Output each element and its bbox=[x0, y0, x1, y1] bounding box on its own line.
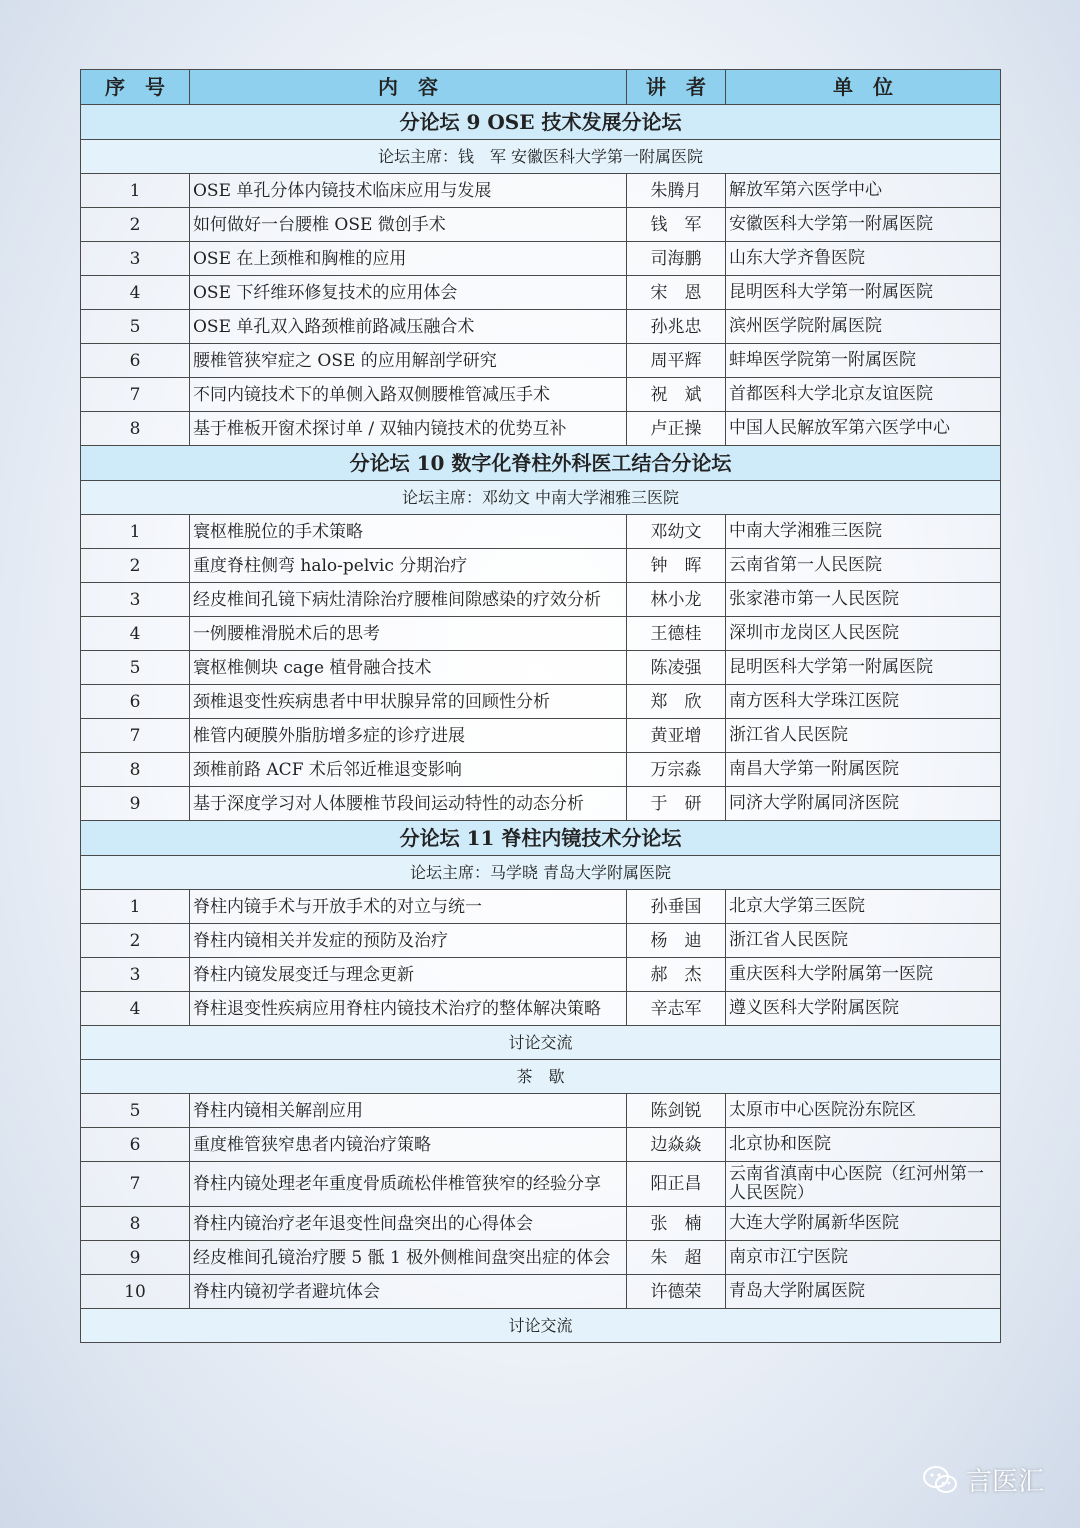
speaker-name: 辛志军 bbox=[627, 992, 726, 1026]
speaker-unit: 南昌大学第一附属医院 bbox=[726, 753, 1001, 787]
table-row bbox=[81, 276, 1001, 310]
forum-title-row bbox=[81, 105, 1001, 140]
talk-title: OSE 单孔双入路颈椎前路减压融合术 bbox=[190, 310, 627, 344]
row-number: 5 bbox=[81, 1094, 190, 1128]
watermark bbox=[922, 1461, 1044, 1498]
talk-title: 基于椎板开窗术探讨单 / 双轴内镜技术的优势互补 bbox=[190, 412, 627, 446]
table-row bbox=[81, 617, 1001, 651]
discussion-label: 讨论交流 bbox=[81, 1026, 1001, 1060]
talk-title: 重度脊柱侧弯 halo-pelvic 分期治疗 bbox=[190, 549, 627, 583]
talk-title: 一例腰椎滑脱术后的思考 bbox=[190, 617, 627, 651]
table-row bbox=[81, 924, 1001, 958]
table-row bbox=[81, 515, 1001, 549]
forum-title-row bbox=[81, 821, 1001, 856]
speaker-unit: 山东大学齐鲁医院 bbox=[726, 242, 1001, 276]
speaker-name: 郑 欣 bbox=[627, 685, 726, 719]
row-number: 7 bbox=[81, 1162, 190, 1207]
row-number: 7 bbox=[81, 719, 190, 753]
speaker-name: 卢正操 bbox=[627, 412, 726, 446]
table-row bbox=[81, 685, 1001, 719]
speaker-name: 黄亚增 bbox=[627, 719, 726, 753]
table-row bbox=[81, 549, 1001, 583]
table-row bbox=[81, 1162, 1001, 1207]
speaker-name: 宋 恩 bbox=[627, 276, 726, 310]
watermark-text: 言医汇 bbox=[965, 1467, 1044, 1497]
forum-chair-row bbox=[81, 481, 1001, 515]
row-number: 4 bbox=[81, 617, 190, 651]
speaker-name: 于 研 bbox=[627, 787, 726, 821]
row-number: 8 bbox=[81, 1207, 190, 1241]
row-number: 6 bbox=[81, 1128, 190, 1162]
speaker-name: 王德桂 bbox=[627, 617, 726, 651]
speaker-name: 边焱焱 bbox=[627, 1128, 726, 1162]
wechat-icon bbox=[922, 1464, 958, 1496]
talk-title: 颈椎前路 ACF 术后邻近椎退变影响 bbox=[190, 753, 627, 787]
speaker-name: 钱 军 bbox=[627, 208, 726, 242]
row-number: 2 bbox=[81, 924, 190, 958]
speaker-unit: 中南大学湘雅三医院 bbox=[726, 515, 1001, 549]
speaker-name: 许德荣 bbox=[627, 1275, 726, 1309]
talk-title: 脊柱内镜处理老年重度骨质疏松伴椎管狭窄的经验分享 bbox=[190, 1162, 627, 1207]
table-row bbox=[81, 958, 1001, 992]
talk-title: OSE 在上颈椎和胸椎的应用 bbox=[190, 242, 627, 276]
speaker-unit: 同济大学附属同济医院 bbox=[726, 787, 1001, 821]
speaker-unit: 安徽医科大学第一附属医院 bbox=[726, 208, 1001, 242]
header-no: 序 号 bbox=[81, 70, 190, 105]
header-unit: 单 位 bbox=[726, 70, 1001, 105]
talk-title: 脊柱内镜治疗老年退变性间盘突出的心得体会 bbox=[190, 1207, 627, 1241]
table-row bbox=[81, 242, 1001, 276]
talk-title: 经皮椎间孔镜治疗腰 5 骶 1 极外侧椎间盘突出症的体会 bbox=[190, 1241, 627, 1275]
talk-title: 寰枢椎脱位的手术策略 bbox=[190, 515, 627, 549]
speaker-name: 孙兆忠 bbox=[627, 310, 726, 344]
tea-break-label: 茶 歇 bbox=[81, 1060, 1001, 1094]
talk-title: 脊柱内镜相关并发症的预防及治疗 bbox=[190, 924, 627, 958]
table-row bbox=[81, 719, 1001, 753]
row-number: 1 bbox=[81, 890, 190, 924]
row-number: 6 bbox=[81, 685, 190, 719]
speaker-name: 钟 晖 bbox=[627, 549, 726, 583]
table-header bbox=[81, 70, 1001, 105]
table-row bbox=[81, 174, 1001, 208]
speaker-name: 阳正昌 bbox=[627, 1162, 726, 1207]
forum-chair-row bbox=[81, 140, 1001, 174]
table-row bbox=[81, 1241, 1001, 1275]
table-row bbox=[81, 412, 1001, 446]
speaker-name: 杨 迪 bbox=[627, 924, 726, 958]
speaker-name: 陈剑锐 bbox=[627, 1094, 726, 1128]
table-row bbox=[81, 753, 1001, 787]
speaker-name: 朱 超 bbox=[627, 1241, 726, 1275]
row-number: 5 bbox=[81, 651, 190, 685]
speaker-name: 司海鹏 bbox=[627, 242, 726, 276]
row-number: 3 bbox=[81, 958, 190, 992]
speaker-name: 邓幼文 bbox=[627, 515, 726, 549]
talk-title: 椎管内硬膜外脂肪增多症的诊疗进展 bbox=[190, 719, 627, 753]
speaker-name: 陈凌强 bbox=[627, 651, 726, 685]
speaker-name: 祝 斌 bbox=[627, 378, 726, 412]
talk-title: 经皮椎间孔镜下病灶清除治疗腰椎间隙感染的疗效分析 bbox=[190, 583, 627, 617]
table-row bbox=[81, 583, 1001, 617]
row-number: 2 bbox=[81, 208, 190, 242]
row-number: 10 bbox=[81, 1275, 190, 1309]
table-row bbox=[81, 310, 1001, 344]
speaker-unit: 重庆医科大学附属第一医院 bbox=[726, 958, 1001, 992]
speaker-name: 郝 杰 bbox=[627, 958, 726, 992]
row-number: 4 bbox=[81, 276, 190, 310]
speaker-name: 张 楠 bbox=[627, 1207, 726, 1241]
discussion-label-row bbox=[81, 1309, 1001, 1343]
table-row bbox=[81, 1275, 1001, 1309]
speaker-unit: 青岛大学附属医院 bbox=[726, 1275, 1001, 1309]
table-row bbox=[81, 1128, 1001, 1162]
talk-title: 颈椎退变性疾病患者中甲状腺异常的回顾性分析 bbox=[190, 685, 627, 719]
speaker-unit: 南京市江宁医院 bbox=[726, 1241, 1001, 1275]
forum-chair: 论坛主席：马学晓 青岛大学附属医院 bbox=[81, 856, 1001, 890]
speaker-unit: 南方医科大学珠江医院 bbox=[726, 685, 1001, 719]
speaker-unit: 遵义医科大学附属医院 bbox=[726, 992, 1001, 1026]
row-number: 1 bbox=[81, 515, 190, 549]
speaker-name: 万宗淼 bbox=[627, 753, 726, 787]
header-speaker: 讲 者 bbox=[627, 70, 726, 105]
talk-title: 基于深度学习对人体腰椎节段间运动特性的动态分析 bbox=[190, 787, 627, 821]
row-number: 4 bbox=[81, 992, 190, 1026]
table-row bbox=[81, 1207, 1001, 1241]
speaker-unit: 昆明医科大学第一附属医院 bbox=[726, 651, 1001, 685]
speaker-unit: 浙江省人民医院 bbox=[726, 719, 1001, 753]
speaker-unit: 中国人民解放军第六医学中心 bbox=[726, 412, 1001, 446]
table-row bbox=[81, 378, 1001, 412]
discussion-label: 讨论交流 bbox=[81, 1309, 1001, 1343]
table-row bbox=[81, 651, 1001, 685]
speaker-unit: 浙江省人民医院 bbox=[726, 924, 1001, 958]
speaker-unit: 大连大学附属新华医院 bbox=[726, 1207, 1001, 1241]
talk-title: 如何做好一台腰椎 OSE 微创手术 bbox=[190, 208, 627, 242]
table-row bbox=[81, 992, 1001, 1026]
table-row bbox=[81, 787, 1001, 821]
forum-title: 分论坛 11 脊柱内镜技术分论坛 bbox=[81, 821, 1001, 856]
schedule-table bbox=[80, 69, 1001, 1343]
forum-chair: 论坛主席：钱 军 安徽医科大学第一附属医院 bbox=[81, 140, 1001, 174]
talk-title: 脊柱退变性疾病应用脊柱内镜技术治疗的整体解决策略 bbox=[190, 992, 627, 1026]
speaker-name: 周平辉 bbox=[627, 344, 726, 378]
talk-title: 脊柱内镜相关解剖应用 bbox=[190, 1094, 627, 1128]
speaker-unit: 蚌埠医学院第一附属医院 bbox=[726, 344, 1001, 378]
speaker-unit: 北京大学第三医院 bbox=[726, 890, 1001, 924]
talk-title: OSE 下纤维环修复技术的应用体会 bbox=[190, 276, 627, 310]
talk-title: 脊柱内镜初学者避坑体会 bbox=[190, 1275, 627, 1309]
talk-title: 脊柱内镜手术与开放手术的对立与统一 bbox=[190, 890, 627, 924]
speaker-unit: 云南省第一人民医院 bbox=[726, 549, 1001, 583]
row-number: 3 bbox=[81, 583, 190, 617]
discussion-label-row bbox=[81, 1026, 1001, 1060]
table-row bbox=[81, 1094, 1001, 1128]
table-row bbox=[81, 344, 1001, 378]
speaker-unit: 太原市中心医院汾东院区 bbox=[726, 1094, 1001, 1128]
speaker-unit: 北京协和医院 bbox=[726, 1128, 1001, 1162]
talk-title: 重度椎管狭窄患者内镜治疗策略 bbox=[190, 1128, 627, 1162]
forum-title-row bbox=[81, 446, 1001, 481]
row-number: 2 bbox=[81, 549, 190, 583]
row-number: 9 bbox=[81, 1241, 190, 1275]
tea-break-label-row bbox=[81, 1060, 1001, 1094]
row-number: 3 bbox=[81, 242, 190, 276]
speaker-unit: 云南省滇南中心医院（红河州第一人民医院） bbox=[726, 1162, 1001, 1207]
table-row bbox=[81, 890, 1001, 924]
row-number: 5 bbox=[81, 310, 190, 344]
forum-chair-row bbox=[81, 856, 1001, 890]
forum-title: 分论坛 9 OSE 技术发展分论坛 bbox=[81, 105, 1001, 140]
speaker-unit: 深圳市龙岗区人民医院 bbox=[726, 617, 1001, 651]
talk-title: 不同内镜技术下的单侧入路双侧腰椎管减压手术 bbox=[190, 378, 627, 412]
forum-title: 分论坛 10 数字化脊柱外科医工结合分论坛 bbox=[81, 446, 1001, 481]
row-number: 6 bbox=[81, 344, 190, 378]
row-number: 9 bbox=[81, 787, 190, 821]
forum-chair: 论坛主席：邓幼文 中南大学湘雅三医院 bbox=[81, 481, 1001, 515]
speaker-unit: 首都医科大学北京友谊医院 bbox=[726, 378, 1001, 412]
speaker-name: 林小龙 bbox=[627, 583, 726, 617]
talk-title: 腰椎管狭窄症之 OSE 的应用解剖学研究 bbox=[190, 344, 627, 378]
row-number: 8 bbox=[81, 412, 190, 446]
speaker-unit: 昆明医科大学第一附属医院 bbox=[726, 276, 1001, 310]
row-number: 7 bbox=[81, 378, 190, 412]
speaker-unit: 滨州医学院附属医院 bbox=[726, 310, 1001, 344]
header-content: 内 容 bbox=[190, 70, 627, 105]
row-number: 1 bbox=[81, 174, 190, 208]
talk-title: 寰枢椎侧块 cage 植骨融合技术 bbox=[190, 651, 627, 685]
talk-title: OSE 单孔分体内镜技术临床应用与发展 bbox=[190, 174, 627, 208]
talk-title: 脊柱内镜发展变迁与理念更新 bbox=[190, 958, 627, 992]
table-row bbox=[81, 208, 1001, 242]
speaker-name: 朱腾月 bbox=[627, 174, 726, 208]
speaker-unit: 解放军第六医学中心 bbox=[726, 174, 1001, 208]
speaker-name: 孙垂国 bbox=[627, 890, 726, 924]
row-number: 8 bbox=[81, 753, 190, 787]
speaker-unit: 张家港市第一人民医院 bbox=[726, 583, 1001, 617]
